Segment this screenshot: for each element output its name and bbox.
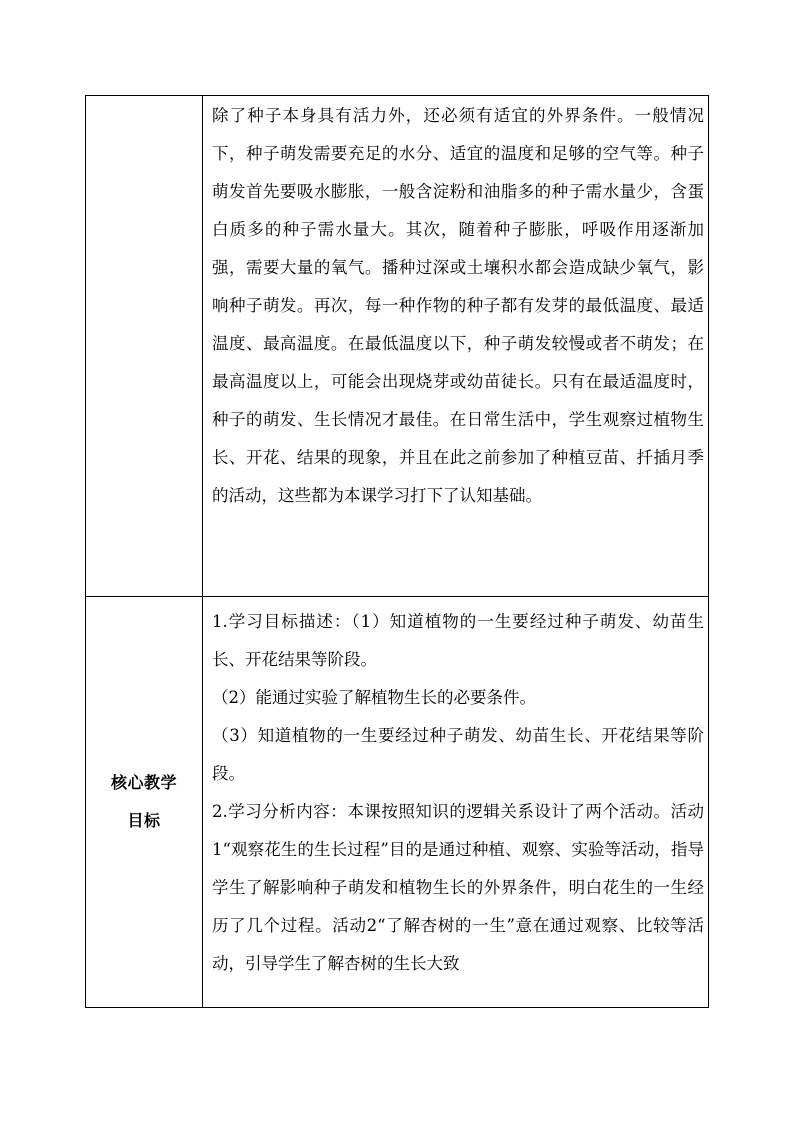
objective-paragraph-2: （2）能通过实验了解植物生长的必要条件。: [212, 688, 536, 707]
table-row-core-objectives: [86, 597, 709, 1008]
core-objectives-content-cell: [203, 597, 709, 1008]
row-label-line-2: 目标: [127, 811, 161, 830]
background-content-cell: [203, 96, 709, 597]
objective-paragraph-3: （3）知道植物的一生要经过种子萌发、幼苗生长、开花结果等阶段。: [212, 726, 704, 783]
analysis-paragraph: 2.学习分析内容：本课按照知识的逻辑关系设计了两个活动。活动1“观察花生的生长过程”目的是通过种植、观察、实验等活动，指导学生了解影响种子萌发和植物生长的外界条件，明白花生的一生经历了几个过程。活动2“了解杏树的一生”意在通过观察、比较等活动，引导学生了解杏树的生长大致: [212, 802, 704, 973]
objective-paragraph-1: 1.学习目标描述：（1）知道植物的一生要经过种子萌发、幼苗生长、开花结果等阶段。: [212, 612, 704, 669]
lesson-plan-table: [85, 95, 709, 1008]
table-row-background: [86, 96, 709, 597]
background-paragraph: 除了种子本身具有活力外，还必须有适宜的外界条件。一般情况下，种子萌发需要充足的水分、适宜的温度和足够的空气等。种子萌发首先要吸水膨胀，一般含淀粉和油脂多的种子需水量少，含蛋白质多的种子需水量大。其次，随着种子膨胀，呼吸作用逐渐加强，需要大量的氧气。播种过深或土壤积水都会造成缺少氧气，影响种子萌发。再次，每一种作物的种子都有发芽的最低温度、最适温度、最高温度。在最低温度以下，种子萌发较慢或者不萌发；在最高温度以上，可能会出现烧芽或幼苗徒长。只有在最适温度时，种子的萌发、生长情况才最佳。在日常生活中，学生观察过植物生长、开花、结果的现象，并且在此之前参加了种植豆苗、扦插月季的活动，这些都为本课学习打下了认知基础。: [212, 106, 704, 505]
row-label-cell-empty: [86, 96, 203, 597]
row-label-cell-core-objectives: [86, 597, 203, 1008]
row-label-line-1: 核心教学: [110, 773, 177, 792]
